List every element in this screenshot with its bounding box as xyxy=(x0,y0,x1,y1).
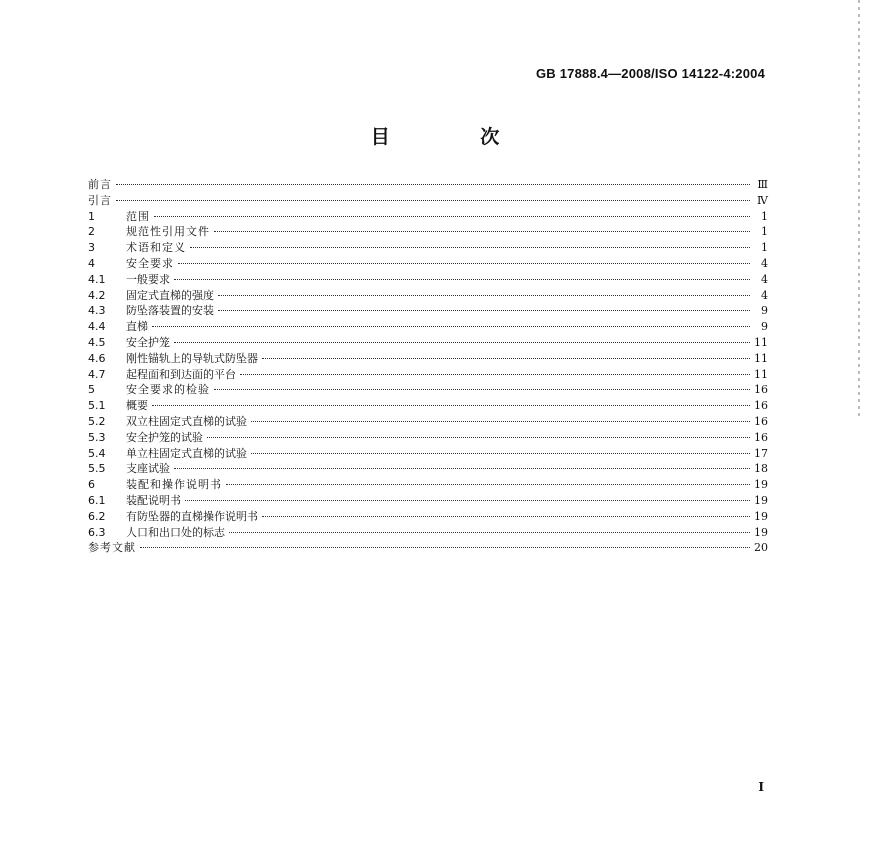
toc-leader-dots xyxy=(116,183,750,185)
toc-leader-dots xyxy=(190,246,750,248)
toc-leader-dots xyxy=(251,420,750,422)
toc-entry-title: 支座试验 xyxy=(126,462,170,476)
toc-entry-number: 6.1 xyxy=(88,493,106,507)
toc-leader-dots xyxy=(140,546,750,548)
page-title: 目 次 xyxy=(370,126,542,148)
toc-entry-number: 4.5 xyxy=(88,335,106,349)
toc-entry[interactable] xyxy=(88,476,768,492)
toc-entry-number: 4.2 xyxy=(88,288,106,302)
scan-edge-artifact xyxy=(858,0,860,420)
toc-entry-title: 防坠落装置的安装 xyxy=(126,304,214,318)
toc-entry[interactable] xyxy=(88,271,768,287)
toc-leader-dots xyxy=(174,467,750,469)
toc-entry-number: 5.4 xyxy=(88,446,106,460)
toc-entry[interactable] xyxy=(88,413,768,429)
toc-entry-page: 17 xyxy=(754,446,768,460)
toc-entry-number: 6.3 xyxy=(88,525,106,539)
page-number: I xyxy=(758,780,764,794)
toc-entry-number: 4.3 xyxy=(88,304,106,318)
toc-entry-title: 刚性锚轨上的导轨式防坠器 xyxy=(126,351,258,365)
toc-entry[interactable] xyxy=(88,287,768,303)
toc-leader-dots xyxy=(178,262,750,264)
toc-leader-dots xyxy=(116,199,750,201)
toc-entry-page: Ⅳ xyxy=(757,193,768,207)
toc-entry[interactable] xyxy=(88,239,768,255)
standard-number: GB 17888.4—2008/ISO 14122-4:2004 xyxy=(536,66,765,81)
toc-entry[interactable] xyxy=(88,255,768,271)
toc-entry-number: 5.3 xyxy=(88,430,106,444)
toc-entry-title: 前言 xyxy=(88,178,112,191)
toc-entry-title: 双立柱固定式直梯的试验 xyxy=(126,414,247,428)
toc-entry-page: 16 xyxy=(754,414,768,428)
toc-entry[interactable] xyxy=(88,460,768,476)
toc-entry[interactable] xyxy=(88,176,768,192)
toc-entry[interactable] xyxy=(88,539,768,555)
toc-leader-dots xyxy=(251,452,750,454)
toc-entry-title: 人口和出口处的标志 xyxy=(126,525,225,539)
toc-leader-dots xyxy=(214,388,750,390)
toc-entry-number: 5.5 xyxy=(88,462,106,476)
toc-entry-page: Ⅲ xyxy=(757,178,768,191)
toc-entry[interactable] xyxy=(88,302,768,318)
toc-leader-dots xyxy=(185,499,750,501)
toc-leader-dots xyxy=(152,325,750,327)
toc-entry[interactable] xyxy=(88,366,768,382)
toc-entry-page: 11 xyxy=(754,367,768,381)
toc-entry-number: 4.6 xyxy=(88,351,106,365)
toc-leader-dots xyxy=(226,483,750,485)
toc-entry-page: 11 xyxy=(754,351,768,365)
toc-entry-number: 5.1 xyxy=(88,399,106,413)
toc-entry-page: 16 xyxy=(754,399,768,413)
toc-entry-title: 范围 xyxy=(126,209,150,223)
toc-entry-number: 6 xyxy=(88,478,95,492)
toc-entry-page: 16 xyxy=(754,383,768,397)
toc-entry-title: 参考文献 xyxy=(88,541,136,555)
toc-entry[interactable] xyxy=(88,334,768,350)
toc-leader-dots xyxy=(174,278,750,280)
toc-entry[interactable] xyxy=(88,397,768,413)
toc-entry-page: 19 xyxy=(754,478,768,492)
toc-entry[interactable] xyxy=(88,381,768,397)
toc-entry-page: 4 xyxy=(761,256,768,270)
table-of-contents xyxy=(88,176,768,555)
toc-leader-dots xyxy=(218,294,750,296)
toc-leader-dots xyxy=(229,531,750,533)
toc-entry-number: 2 xyxy=(88,225,95,239)
toc-entry-title: 安全要求 xyxy=(126,256,174,270)
toc-entry[interactable] xyxy=(88,318,768,334)
toc-entry-title: 安全护笼的试验 xyxy=(126,430,203,444)
toc-entry-number: 4.7 xyxy=(88,367,106,381)
toc-entry[interactable] xyxy=(88,445,768,461)
toc-leader-dots xyxy=(174,341,750,343)
toc-entry-title: 装配说明书 xyxy=(126,493,181,507)
toc-entry-title: 固定式直梯的强度 xyxy=(126,288,214,302)
toc-entry-page: 20 xyxy=(754,541,768,555)
toc-leader-dots xyxy=(262,515,750,517)
toc-entry[interactable] xyxy=(88,492,768,508)
toc-entry-number: 5.2 xyxy=(88,414,106,428)
toc-entry-title: 引言 xyxy=(88,193,112,207)
toc-entry-title: 一般要求 xyxy=(126,272,170,286)
toc-entry-number: 4.1 xyxy=(88,272,106,286)
toc-leader-dots xyxy=(152,404,750,406)
toc-entry-page: 19 xyxy=(754,525,768,539)
toc-entry-page: 19 xyxy=(754,493,768,507)
toc-entry[interactable] xyxy=(88,429,768,445)
toc-entry[interactable] xyxy=(88,508,768,524)
toc-entry[interactable] xyxy=(88,350,768,366)
toc-entry-page: 9 xyxy=(761,320,768,334)
toc-leader-dots xyxy=(154,215,750,217)
toc-entry-title: 术语和定义 xyxy=(126,241,186,255)
toc-entry-number: 5 xyxy=(88,383,95,397)
toc-entry[interactable] xyxy=(88,208,768,224)
toc-entry-number: 4 xyxy=(88,256,95,270)
toc-leader-dots xyxy=(218,309,750,311)
toc-leader-dots xyxy=(207,436,750,438)
toc-entry-page: 4 xyxy=(761,288,768,302)
toc-entry-page: 4 xyxy=(761,272,768,286)
toc-entry-number: 3 xyxy=(88,241,95,255)
toc-entry[interactable] xyxy=(88,524,768,540)
toc-entry-page: 1 xyxy=(761,241,768,255)
toc-leader-dots xyxy=(214,230,750,232)
toc-entry-page: 1 xyxy=(761,209,768,223)
toc-entry-number: 4.4 xyxy=(88,320,106,334)
toc-entry-page: 19 xyxy=(754,509,768,523)
toc-leader-dots xyxy=(240,373,750,375)
toc-leader-dots xyxy=(262,357,750,359)
toc-entry-page: 18 xyxy=(754,462,768,476)
toc-entry-page: 9 xyxy=(761,304,768,318)
toc-entry-page: 11 xyxy=(754,335,768,349)
toc-entry-number: 6.2 xyxy=(88,509,106,523)
toc-entry-title: 规范性引用文件 xyxy=(126,225,210,239)
toc-entry[interactable] xyxy=(88,192,768,208)
toc-entry-title: 装配和操作说明书 xyxy=(126,478,222,492)
toc-entry-page: 1 xyxy=(761,225,768,239)
toc-entry-title: 单立柱固定式直梯的试验 xyxy=(126,446,247,460)
toc-entry-title: 起程面和到达面的平台 xyxy=(126,367,236,381)
toc-entry-title: 直梯 xyxy=(126,320,148,334)
toc-entry-number: 1 xyxy=(88,209,95,223)
toc-entry[interactable] xyxy=(88,223,768,239)
toc-entry-title: 安全护笼 xyxy=(126,335,170,349)
toc-entry-title: 有防坠器的直梯操作说明书 xyxy=(126,509,258,523)
toc-entry-title: 安全要求的检验 xyxy=(126,383,210,397)
toc-entry-title: 概要 xyxy=(126,399,148,413)
toc-entry-page: 16 xyxy=(754,430,768,444)
